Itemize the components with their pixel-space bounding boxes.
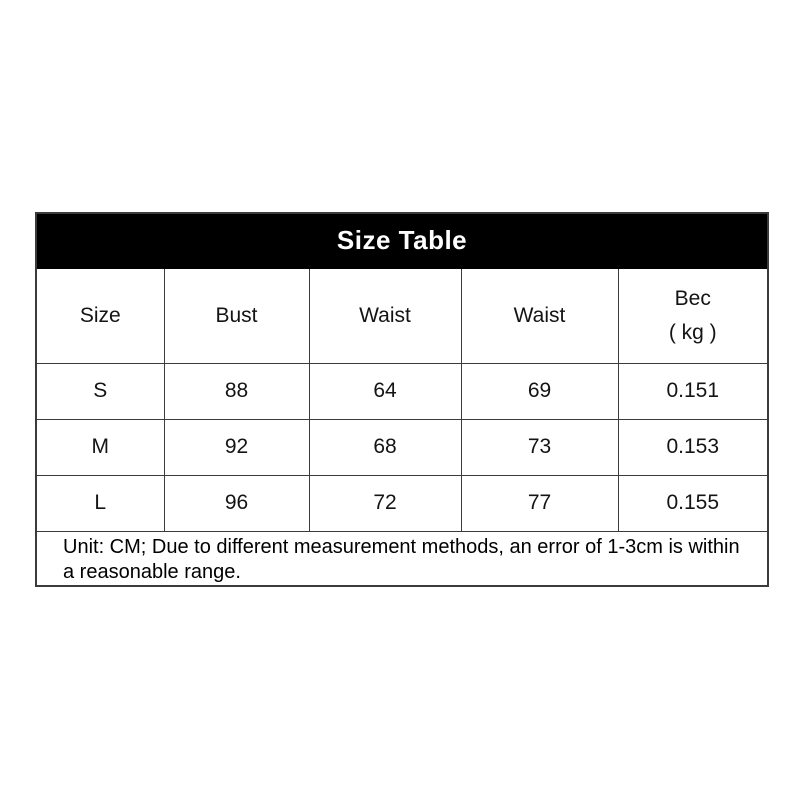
waist2-value: 77 (461, 475, 618, 531)
column-header-size: Size (36, 268, 164, 363)
column-header-bust: Bust (164, 268, 309, 363)
waist-value: 72 (309, 475, 461, 531)
waist-value: 68 (309, 419, 461, 475)
bust-value: 88 (164, 363, 309, 419)
measurement-note: Unit: CM; Due to different measurement methods, an error of 1-3cm is within a reasonable range. (36, 531, 768, 586)
waist-value: 64 (309, 363, 461, 419)
size-table (35, 212, 769, 587)
size-value: L (36, 475, 164, 531)
column-header-row (36, 268, 768, 363)
table-row-s (36, 363, 768, 419)
kg-unit-label: ( kg ) (668, 320, 717, 344)
bec-kg-value: 0.151 (618, 363, 768, 419)
column-header-waist-1: Waist (309, 268, 461, 363)
column-header-waist-2: Waist (461, 268, 618, 363)
column-header-bec-kg-lines (619, 282, 768, 350)
table-row-m (36, 419, 768, 475)
bec-kg-value: 0.153 (618, 419, 768, 475)
waist2-value: 73 (461, 419, 618, 475)
column-header-bec-kg (618, 268, 768, 363)
footnote-row (36, 531, 768, 586)
table-row-l (36, 475, 768, 531)
bec-label: Bec (674, 286, 711, 310)
size-chart (35, 212, 767, 587)
size-value: S (36, 363, 164, 419)
title-bar (36, 213, 768, 268)
table-title: Size Table (36, 213, 768, 268)
waist2-value: 69 (461, 363, 618, 419)
bust-value: 96 (164, 475, 309, 531)
size-value: M (36, 419, 164, 475)
bust-value: 92 (164, 419, 309, 475)
bec-kg-value: 0.155 (618, 475, 768, 531)
